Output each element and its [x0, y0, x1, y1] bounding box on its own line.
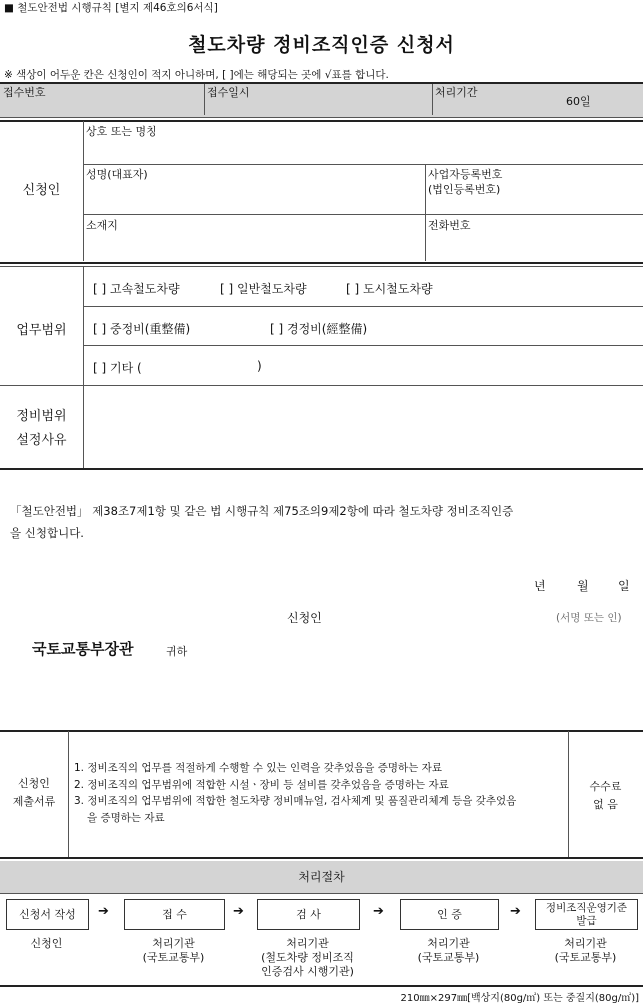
step-receipt-box: 접 수: [124, 899, 225, 930]
signature-hint[interactable]: (서명 또는 인): [556, 612, 622, 624]
date-year[interactable]: 년: [534, 579, 546, 593]
reason-section-label: 정비범위 설정사유: [16, 409, 67, 448]
checkbox-heavy-maintenance[interactable]: [ ] 중정비(重整備): [93, 322, 191, 336]
company-name-field[interactable]: 상호 또는 명칭: [86, 125, 157, 138]
arrow-icon: ➔: [510, 904, 521, 919]
applicant-section-label: 신청인: [22, 183, 61, 198]
step-issuance-box: 정비조직운영기준 발급: [535, 899, 638, 930]
checkbox-general-rail[interactable]: [ ] 일반철도차량: [220, 282, 307, 296]
instruction-note: ※ 색상이 어두운 칸은 신청인이 적지 아니하며, [ ]에는 해당되는 곳에 √표를 합니다.: [4, 69, 389, 81]
declaration-text: 「철도안전법」 제38조7제1항 및 같은 법 시행규칙 제75조의9제2항에 따라 철도차량 정비조직인증 을 신청합니다.: [10, 504, 514, 540]
procedure-title: 처리절차: [0, 861, 643, 894]
date-day[interactable]: 일: [618, 579, 630, 593]
corporate-registration-label: (법인등록번호): [428, 183, 501, 196]
step-inspection-box: 검 사: [257, 899, 360, 930]
document-item: 을 증명하는 자료: [87, 811, 165, 824]
phone-field[interactable]: 전화번호: [428, 219, 471, 232]
fee-value: 없 음: [593, 798, 618, 811]
checkbox-high-speed[interactable]: [ ] 고속철도차량: [93, 282, 180, 296]
step-issuance-actor: 처리기관 (국토교통부): [554, 937, 617, 964]
step-application-actor: 신청인: [30, 937, 63, 950]
business-registration-field[interactable]: 사업자등록번호: [428, 168, 503, 181]
step-receipt-actor: 처리기관 (국토교통부): [142, 937, 205, 964]
documents-label: 신청인 제출서류: [12, 777, 56, 808]
receipt-row: [0, 82, 643, 118]
representative-name-field[interactable]: 성명(대표자): [86, 168, 148, 181]
checkbox-light-maintenance[interactable]: [ ] 경정비(經整備): [270, 322, 368, 336]
document-item: 1. 정비조직의 업무를 적절하게 수행할 수 있는 인력을 갖추었음을 증명하는 자료: [74, 762, 442, 774]
other-input[interactable]: [160, 359, 252, 373]
arrow-icon: ➔: [233, 904, 244, 919]
addressee-name: 국토교통부장관: [32, 640, 134, 658]
date-month[interactable]: 월: [577, 579, 589, 593]
step-certification-box: 인 증: [400, 899, 499, 930]
arrow-icon: ➔: [98, 904, 109, 919]
processing-period-label: 처리기간: [435, 86, 478, 99]
arrow-icon: ➔: [373, 904, 384, 919]
documents-list: [74, 760, 568, 826]
receipt-number-label: 접수번호: [3, 86, 46, 99]
signature-applicant-label: 신청인: [287, 611, 322, 625]
legal-reference: ■ 철도안전법 시행규칙 [별지 제46호의6서식]: [4, 2, 218, 14]
step-certification-actor: 처리기관 (국토교통부): [417, 937, 480, 964]
paper-spec: 210㎜×297㎜[백상지(80g/㎡) 또는 중질지(80g/㎡)]: [400, 993, 639, 1004]
processing-period-value: 60일: [566, 95, 591, 108]
step-inspection-actor: 처리기관 (철도차량 정비조직 인증검사 시행기관): [261, 937, 354, 978]
other-close-paren: ): [257, 359, 262, 373]
fee-label: 수수료: [589, 780, 622, 793]
address-field[interactable]: 소재지: [86, 219, 118, 232]
step-application-box: 신청서 작성: [6, 899, 89, 930]
checkbox-other[interactable]: [ ] 기타 (: [93, 361, 142, 375]
reason-input[interactable]: [86, 390, 636, 464]
scope-section-label: 업무범위: [16, 323, 67, 338]
fee-cell: [568, 778, 643, 814]
addressee-suffix: 귀하: [166, 645, 188, 658]
receipt-date-label: 접수일시: [207, 86, 250, 99]
form-title: 철도차량 정비조직인증 신청서: [188, 34, 455, 56]
checkbox-urban-rail[interactable]: [ ] 도시철도차량: [346, 282, 433, 296]
document-item: 3. 정비조직의 업무범위에 적합한 철도차량 정비매뉴얼, 검사체계 및 품질관리체계 등을 갖추었음: [74, 795, 517, 807]
document-item: 2. 정비조직의 업무범위에 적합한 시설ㆍ장비 등 설비를 갖추었음을 증명하는 자료: [74, 778, 449, 791]
